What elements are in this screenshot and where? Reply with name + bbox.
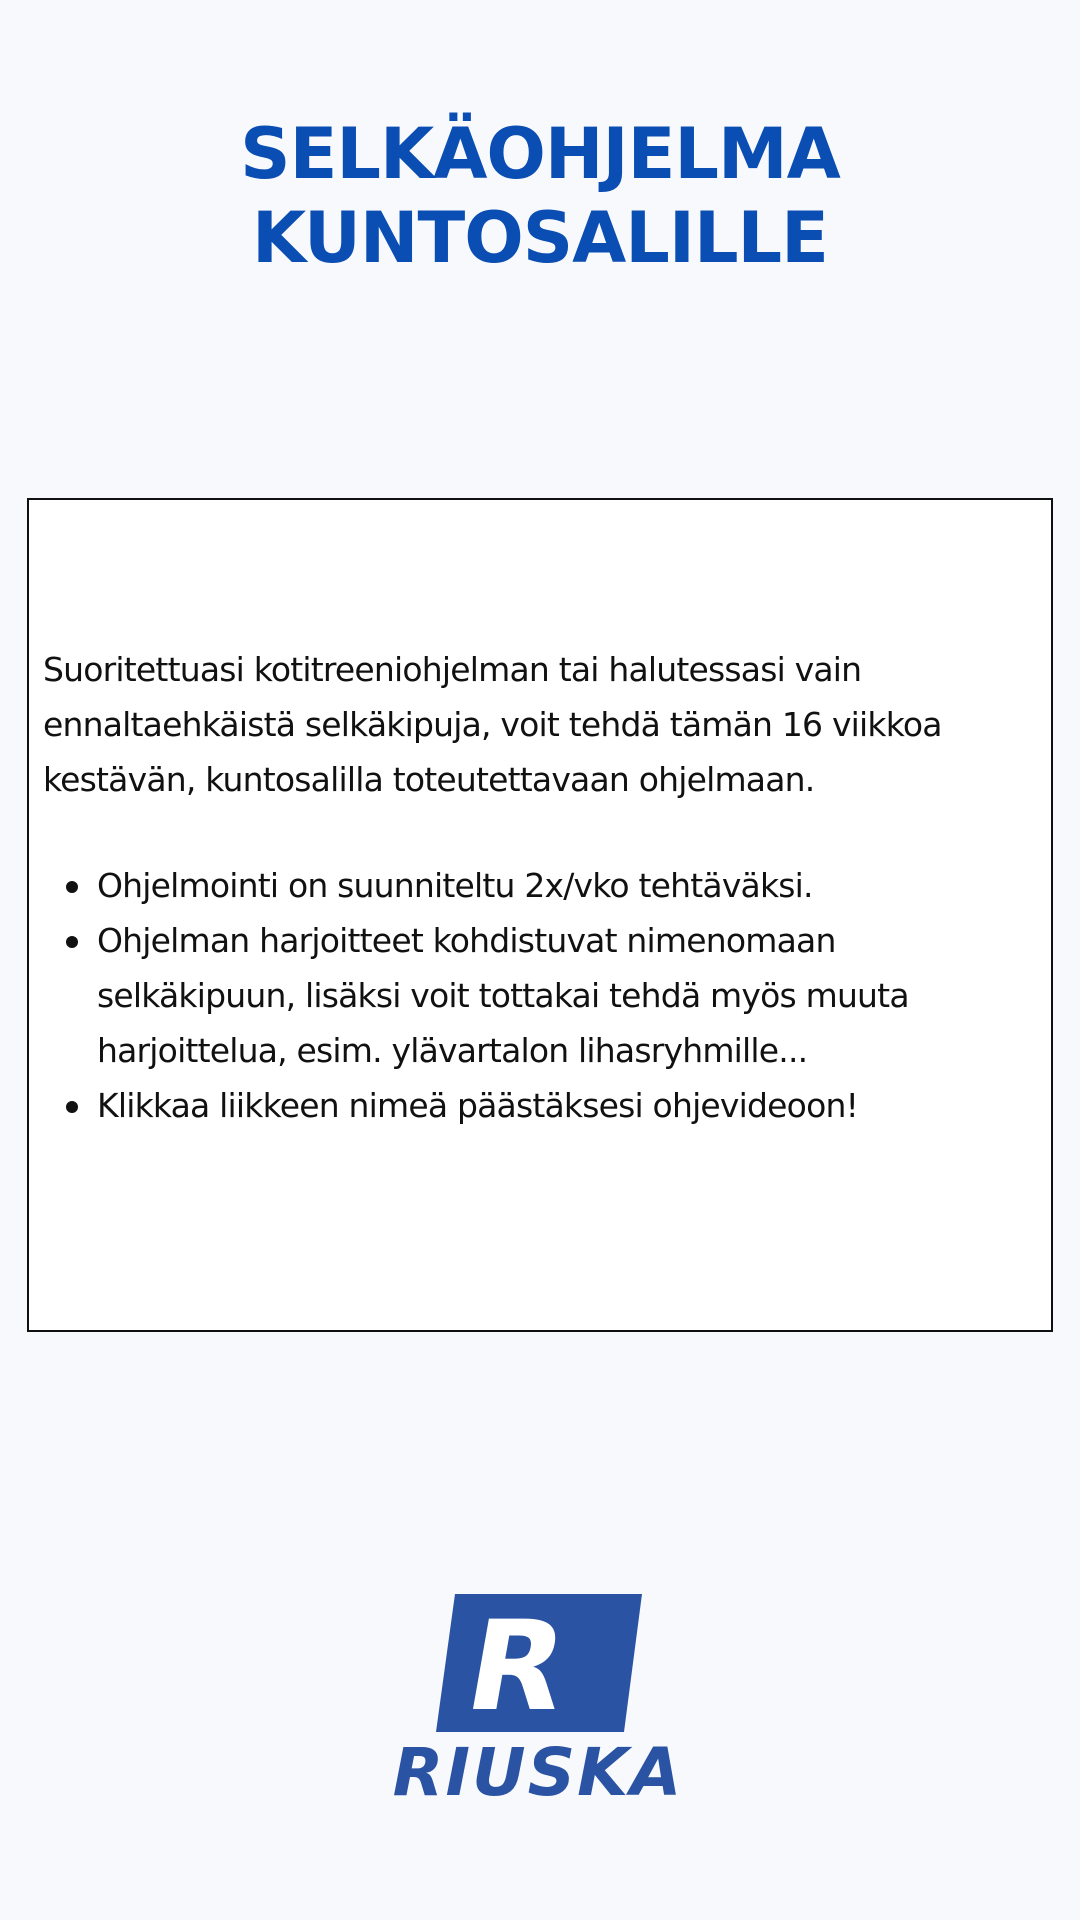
program-info-box <box>27 498 1053 1332</box>
bullet-item-frequency: Ohjelmointi on suunniteltu 2x/vko tehtäväksi. <box>97 858 1043 913</box>
logo-letter: R <box>456 1594 578 1739</box>
page-title-line-2: KUNTOSALILLE <box>252 197 828 279</box>
info-bullet-list <box>43 858 1043 1133</box>
page-title-line-1: SELKÄOHJELMA <box>240 113 840 195</box>
brand-name: RIUSKA <box>392 1734 684 1802</box>
intro-text: Suoritettuasi kotitreeniohjelman tai halutessasi vain ennaltaehkäistä selkäkipuja, voit tehdä tämän 16 viikkoa kestävän, kuntosalilla toteutettavaan ohjelmaan. <box>43 650 942 799</box>
bullet-item-focus: Ohjelman harjoitteet kohdistuvat nimenomaan selkäkipuun, lisäksi voit tottakai tehdä myös muuta harjoittelua, esim. ylävartalon lihasryhmille... <box>97 913 1043 1078</box>
bullet-item-video-instruction: Klikkaa liikkeen nimeä päästäksesi ohjevideoon! <box>97 1078 1043 1133</box>
riuska-logo <box>380 1592 700 1802</box>
page-title <box>0 112 1080 280</box>
